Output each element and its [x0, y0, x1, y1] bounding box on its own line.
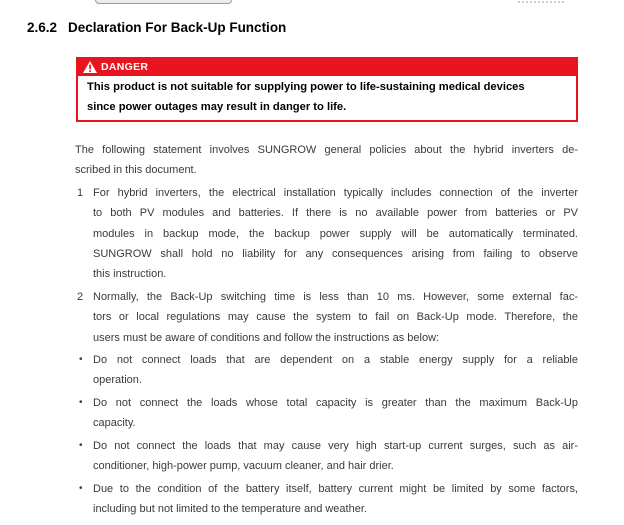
bullet-text: Do not connect loads that are dependent on a stable energy supply for a reliable operation.: [93, 354, 578, 387]
page-edge-tab-artifact: [95, 0, 232, 4]
intro-paragraph: The following statement involves SUNGROW general policies about the hybrid inverters de- scribed in this document.: [75, 144, 578, 177]
danger-body-text: This product is not suitable for supplying power to life-sustaining medical devices since power outages may result in danger to life.: [76, 76, 578, 122]
item-text: For hybrid inverters, the electrical installation typically includes connection of the inverter to both PV modules and batteries. If there is no available power from batteries or PV modules in backup mode, the backup power supply will be automatically terminated. SUNGROW shall hold no liability for any consequences arising from failing to observe this instruction.: [93, 186, 578, 281]
bullet-marker: •: [79, 439, 83, 451]
danger-header: [76, 57, 578, 76]
item-number: 1: [77, 186, 84, 199]
bullet-item-2: [75, 393, 578, 434]
bullet-marker: •: [79, 354, 83, 366]
body-content: [75, 140, 578, 521]
bullet-item-1: [75, 350, 578, 391]
bullet-marker: •: [79, 396, 83, 408]
section-number: 2.6.2: [27, 20, 58, 35]
numbered-item-1: [75, 183, 578, 285]
bullet-text: Do not connect the loads whose total capacity is greater than the maximum Back-Up capacity.: [93, 396, 578, 430]
bullet-text: Due to the condition of the battery itself, battery current might be limited by some factors, including but not limited to the temperature and weather.: [93, 482, 578, 515]
bullet-text: Do not connect the loads that may cause very high start-up current surges, such as air- conditioner, high-power pump, vacuum cleaner, and hair drier.: [93, 439, 578, 473]
numbered-item-2: [75, 287, 578, 348]
bullet-item-4: [75, 479, 578, 520]
section-heading: [27, 20, 286, 36]
item-text: Normally, the Back-Up switching time is less than 10 ms. However, some external fac- tors or local regulations may cause the system to fail on Back-Up mode. Therefore, the users must be aware of conditions and follow the instructions as below:: [93, 290, 578, 344]
section-title: Declaration For Back-Up Function: [68, 20, 287, 35]
bullet-item-3: [75, 436, 578, 477]
danger-label: DANGER: [101, 60, 149, 73]
item-number: 2: [77, 290, 84, 303]
danger-box: [76, 57, 578, 122]
warning-triangle-icon: [83, 61, 97, 73]
page-edge-marks-artifact: [518, 1, 564, 3]
bullet-marker: •: [79, 482, 83, 494]
